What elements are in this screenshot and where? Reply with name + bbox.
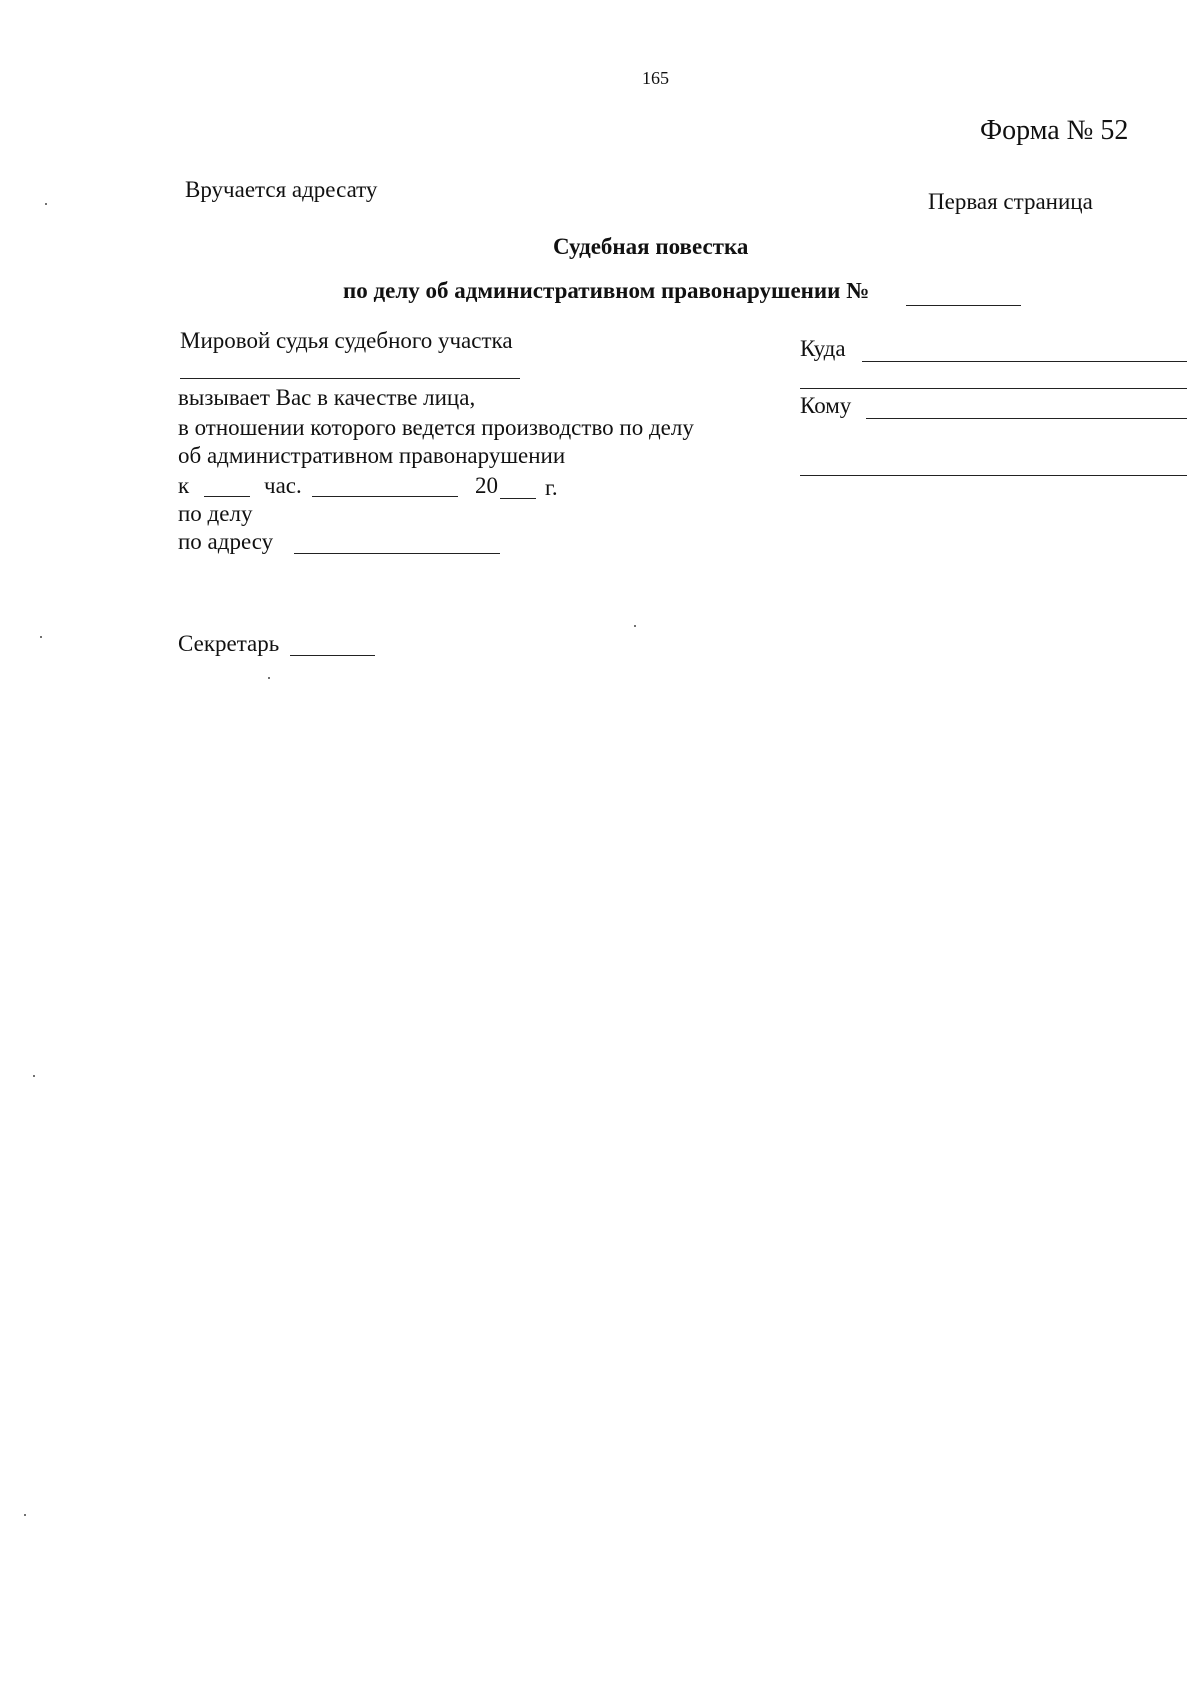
secretary-signature-field[interactable]	[290, 655, 375, 656]
scan-speck	[634, 625, 636, 627]
address-field[interactable]	[294, 553, 500, 554]
whom-field-1[interactable]	[866, 418, 1187, 419]
scan-speck	[33, 1075, 35, 1077]
scan-speck	[45, 203, 47, 205]
year-prefix: 20	[475, 473, 498, 498]
scan-speck	[40, 636, 42, 638]
case-number-field[interactable]	[906, 305, 1021, 306]
delivered-to-label: Вручается адресату	[185, 177, 378, 202]
page-label: Первая страница	[928, 189, 1093, 214]
date-field[interactable]	[312, 496, 458, 497]
summons-line-3: об административном правонарушении	[178, 443, 566, 468]
year-field[interactable]	[500, 498, 536, 499]
address-label: по адресу	[178, 529, 274, 554]
summons-line-1: вызывает Вас в качестве лица,	[178, 385, 476, 410]
secretary-label: Секретарь	[178, 631, 280, 656]
hour-label: час.	[264, 473, 302, 498]
page-number: 165	[642, 68, 669, 88]
time-prefix: к	[178, 473, 190, 498]
scan-speck	[24, 1514, 26, 1516]
document-subtitle: по делу об административном правонарушении №	[343, 278, 870, 303]
where-field-1[interactable]	[862, 361, 1187, 362]
judge-label: Мировой судья судебного участка	[180, 328, 513, 353]
scan-speck	[268, 677, 270, 679]
case-label: по делу	[178, 501, 253, 526]
form-number: Форма № 52	[980, 115, 1129, 146]
judge-district-field[interactable]	[180, 378, 520, 379]
year-suffix: г.	[545, 475, 558, 500]
summons-line-2: в отношении которого ведется производство по делу	[178, 415, 694, 440]
where-field-2[interactable]	[800, 388, 1187, 389]
whom-label: Кому	[800, 393, 852, 418]
hour-field[interactable]	[204, 496, 250, 497]
document-title: Судебная повестка	[553, 234, 749, 259]
whom-field-2[interactable]	[800, 475, 1187, 476]
where-label: Куда	[800, 336, 846, 361]
